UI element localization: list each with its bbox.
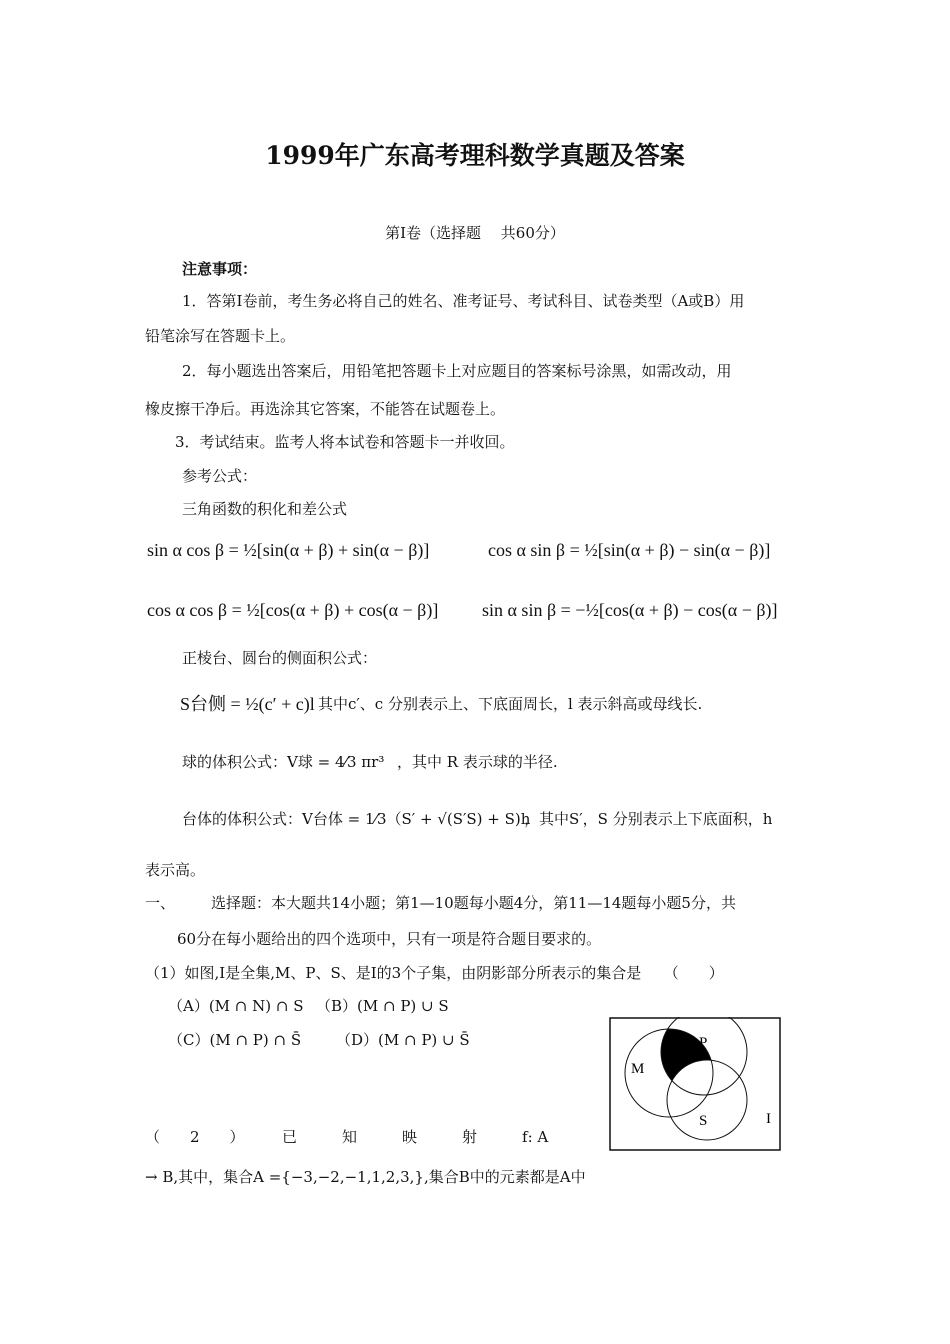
label-m: M <box>631 1061 645 1077</box>
question-2: （ 2 ） 已 知 映 射 f: A <box>145 1128 549 1146</box>
sphere-formula: 球的体积公式：V球 = 4⁄3 πr³ <box>182 753 385 771</box>
option-a: （A）(M ∩ N) ∩ S <box>168 997 304 1015</box>
lateral-note: 其中c′、c 分别表示上、下底面周长，l 表示斜高或母线长. <box>318 695 703 713</box>
notice-line: 2．每小题选出答案后，用铅笔把答题卡上对应题目的答案标号涂黑，如需改动，用 <box>182 362 732 380</box>
option-b: （B）(M ∩ P) ∪ S <box>316 997 449 1015</box>
section-heading: 选择题：本大题共14小题；第1—10题每小题4分，第11—14题每小题5分，共 <box>211 894 736 912</box>
label-s: S <box>699 1113 708 1129</box>
sphere-note: ，其中 R 表示球的半径. <box>397 753 558 771</box>
lateral-formula: S台侧 = ½(c′ + c)l <box>180 694 315 714</box>
formula-trig-3: cos α cos β = ½[cos(α + β) + cos(α − β)] <box>147 600 439 620</box>
lateral-heading: 正棱台、圆台的侧面积公式： <box>182 649 378 667</box>
formula-trig-4: sin α sin β = −½[cos(α + β) − cos(α − β)] <box>482 600 778 620</box>
question-1: （1）如图,Ⅰ是全集,M、P、S、是Ⅰ的3个子集，由阴影部分所表示的集合是 （ ） <box>145 964 724 982</box>
label-i: I <box>766 1111 771 1127</box>
notice-line: 铅笔涂写在答题卡上。 <box>145 327 296 345</box>
trig-heading: 三角函数的积化和差公式 <box>182 500 348 518</box>
option-d: （D）(M ∩ P) ∪ S̄ <box>336 1031 470 1049</box>
venn-diagram <box>609 1017 781 1151</box>
formula-trig-2: cos α sin β = ½[sin(α + β) − sin(α − β)] <box>488 540 771 560</box>
frustum-note: ，其中S′，S 分别表示上下底面积，h <box>524 810 773 828</box>
section-heading-cont: 60分在每小题给出的四个选项中，只有一项是符合题目要求的。 <box>177 930 602 948</box>
frustum-formula: 台体的体积公式：V台体 = 1⁄3（S′ + √(S′S) + S)h <box>182 810 531 828</box>
option-c: （C）(M ∩ P) ∩ S̄ <box>168 1031 302 1049</box>
label-p: P <box>699 1035 708 1051</box>
question-2-cont: → B,其中，集合A ={−3,−2,−1,1,2,3,},集合B中的元素都是A中 <box>145 1168 586 1186</box>
notice-line: 3．考试结束。监考人将本试卷和答题卡一并收回。 <box>175 433 515 451</box>
notice-line: 橡皮擦干净后。再选涂其它答案，不能答在试题卷上。 <box>145 400 506 418</box>
notice-heading: 注意事项： <box>182 260 258 278</box>
ref-heading: 参考公式： <box>182 467 258 485</box>
page-title: 1999年广东高考理科数学真题及答案 <box>265 141 685 170</box>
frustum-note-cont: 表示高。 <box>145 861 206 879</box>
section-number: 一、 <box>145 894 176 912</box>
notice-line: 1．答第Ⅰ卷前，考生务必将自己的姓名、准考证号、考试科目、试卷类型（A或B）用 <box>182 292 745 310</box>
section-subtitle: 第Ⅰ卷（选择题 共60分） <box>385 224 565 242</box>
formula-trig-1: sin α cos β = ½[sin(α + β) + sin(α − β)] <box>147 540 430 560</box>
